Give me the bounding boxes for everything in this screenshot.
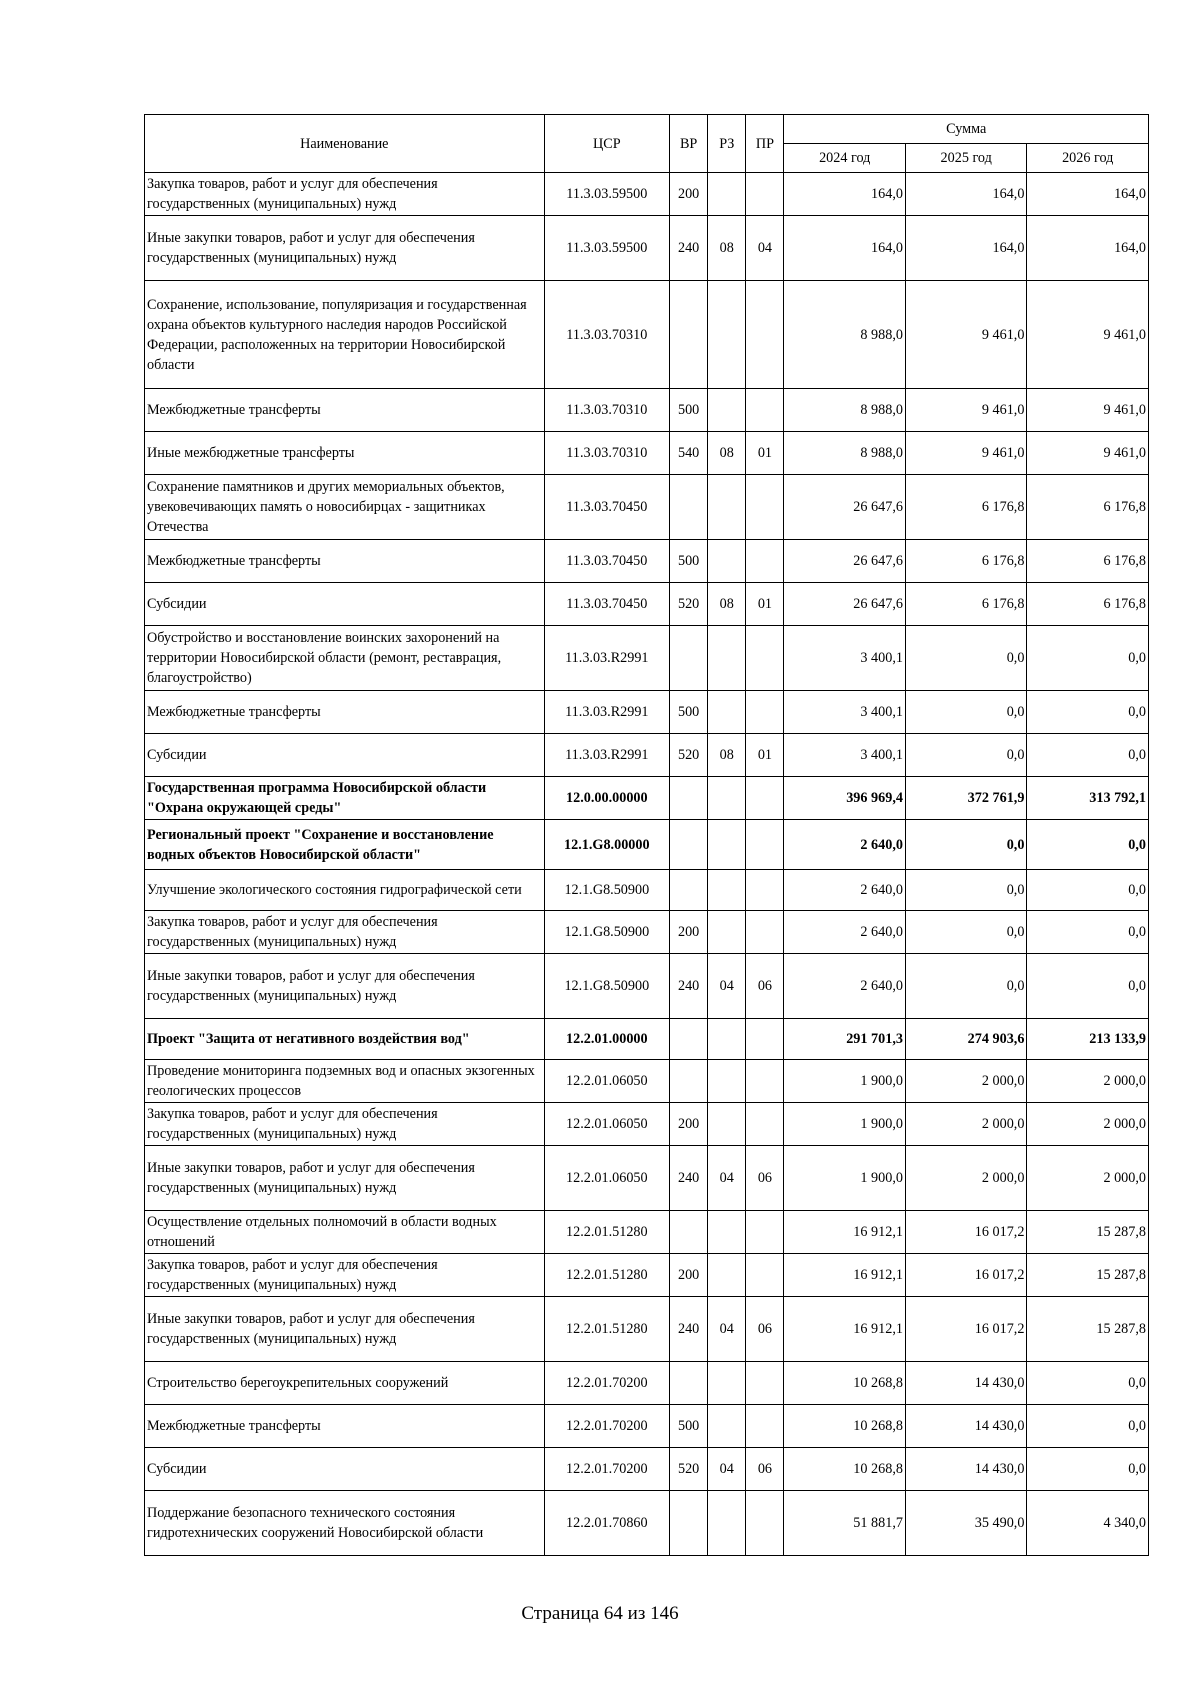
name-cell: Закупка товаров, работ и услуг для обеспечения государственных (муниципальных) нужд: [145, 911, 545, 954]
amount-2025-cell: 2 000,0: [905, 1146, 1026, 1211]
amount-2025-cell: 0,0: [905, 691, 1026, 734]
table-row: [145, 777, 1149, 820]
pr-cell: [746, 820, 784, 870]
rz-cell: [708, 1060, 746, 1103]
amount-2024-cell: 1 900,0: [784, 1146, 905, 1211]
csr-cell: 12.2.01.51280: [544, 1211, 669, 1254]
pr-cell: 06: [746, 1448, 784, 1491]
amount-2024-cell: 26 647,6: [784, 475, 905, 540]
name-cell: Иные закупки товаров, работ и услуг для обеспечения государственных (муниципальных) нужд: [145, 1297, 545, 1362]
amount-2025-cell: 14 430,0: [905, 1405, 1026, 1448]
csr-cell: 12.2.01.70200: [544, 1448, 669, 1491]
table-row: [145, 1491, 1149, 1556]
name-cell: Межбюджетные трансферты: [145, 389, 545, 432]
rz-cell: [708, 1362, 746, 1405]
pr-cell: 04: [746, 216, 784, 281]
table-row: [145, 691, 1149, 734]
pr-cell: 01: [746, 583, 784, 626]
table-row: [145, 475, 1149, 540]
amount-2024-cell: 8 988,0: [784, 432, 905, 475]
amount-2025-cell: 9 461,0: [905, 281, 1026, 389]
amount-2026-cell: 164,0: [1027, 216, 1149, 281]
amount-2026-cell: 213 133,9: [1027, 1019, 1149, 1060]
amount-2025-cell: 0,0: [905, 626, 1026, 691]
vr-cell: 520: [670, 1448, 708, 1491]
vr-cell: 520: [670, 583, 708, 626]
amount-2026-cell: 6 176,8: [1027, 583, 1149, 626]
amount-2026-cell: 9 461,0: [1027, 281, 1149, 389]
table-row: [145, 173, 1149, 216]
name-cell: Сохранение, использование, популяризация и государственная охрана объектов культурного наследия народов Российской Федерации, расположенных на территории Новосибирской области: [145, 281, 545, 389]
amount-2026-cell: 9 461,0: [1027, 389, 1149, 432]
amount-2025-cell: 372 761,9: [905, 777, 1026, 820]
header-csr: ЦСР: [544, 115, 669, 173]
rz-cell: [708, 1103, 746, 1146]
name-cell: Региональный проект "Сохранение и восстановление водных объектов Новосибирской области": [145, 820, 545, 870]
pr-cell: 06: [746, 1297, 784, 1362]
csr-cell: 12.2.01.00000: [544, 1019, 669, 1060]
amount-2024-cell: 3 400,1: [784, 734, 905, 777]
page-number: Страница 64 из 146: [521, 1603, 679, 1624]
rz-cell: [708, 777, 746, 820]
name-cell: Поддержание безопасного технического состояния гидротехнических сооружений Новосибирской области: [145, 1491, 545, 1556]
table-row: [145, 954, 1149, 1019]
csr-cell: 12.2.01.70200: [544, 1362, 669, 1405]
budget-table: [144, 114, 1149, 1556]
rz-cell: 08: [708, 583, 746, 626]
pr-cell: [746, 1103, 784, 1146]
vr-cell: [670, 1060, 708, 1103]
name-cell: Проект "Защита от негативного воздействия вод": [145, 1019, 545, 1060]
header-name: Наименование: [145, 115, 545, 173]
name-cell: Закупка товаров, работ и услуг для обеспечения государственных (муниципальных) нужд: [145, 173, 545, 216]
table-row: [145, 389, 1149, 432]
amount-2025-cell: 164,0: [905, 216, 1026, 281]
rz-cell: [708, 626, 746, 691]
amount-2025-cell: 6 176,8: [905, 540, 1026, 583]
csr-cell: 12.2.01.51280: [544, 1297, 669, 1362]
amount-2025-cell: 0,0: [905, 911, 1026, 954]
header-year-2024: 2024 год: [784, 144, 905, 173]
table-row: [145, 626, 1149, 691]
csr-cell: 11.3.03.R2991: [544, 691, 669, 734]
csr-cell: 11.3.03.70450: [544, 540, 669, 583]
amount-2026-cell: 0,0: [1027, 1448, 1149, 1491]
vr-cell: [670, 281, 708, 389]
amount-2026-cell: 2 000,0: [1027, 1103, 1149, 1146]
name-cell: Межбюджетные трансферты: [145, 691, 545, 734]
name-cell: Закупка товаров, работ и услуг для обеспечения государственных (муниципальных) нужд: [145, 1103, 545, 1146]
amount-2024-cell: 2 640,0: [784, 820, 905, 870]
vr-cell: 240: [670, 1146, 708, 1211]
csr-cell: 11.3.03.R2991: [544, 626, 669, 691]
pr-cell: [746, 1362, 784, 1405]
table-row: [145, 540, 1149, 583]
csr-cell: 11.3.03.70310: [544, 281, 669, 389]
vr-cell: 200: [670, 173, 708, 216]
table-row: [145, 1405, 1149, 1448]
name-cell: Сохранение памятников и других мемориальных объектов, увековечивающих память о новосибирцах - защитниках Отечества: [145, 475, 545, 540]
csr-cell: 11.3.03.70310: [544, 389, 669, 432]
amount-2025-cell: 9 461,0: [905, 432, 1026, 475]
pr-cell: [746, 691, 784, 734]
amount-2024-cell: 164,0: [784, 173, 905, 216]
csr-cell: 12.2.01.06050: [544, 1103, 669, 1146]
amount-2024-cell: 16 912,1: [784, 1211, 905, 1254]
amount-2025-cell: 0,0: [905, 870, 1026, 911]
pr-cell: [746, 173, 784, 216]
amount-2025-cell: 14 430,0: [905, 1448, 1026, 1491]
amount-2026-cell: 0,0: [1027, 734, 1149, 777]
header-year-2026: 2026 год: [1027, 144, 1149, 173]
rz-cell: [708, 173, 746, 216]
header-sum: Сумма: [784, 115, 1149, 144]
rz-cell: [708, 475, 746, 540]
csr-cell: 12.2.01.70200: [544, 1405, 669, 1448]
amount-2025-cell: 0,0: [905, 954, 1026, 1019]
name-cell: Иные закупки товаров, работ и услуг для обеспечения государственных (муниципальных) нужд: [145, 954, 545, 1019]
pr-cell: [746, 1019, 784, 1060]
csr-cell: 12.1.G8.50900: [544, 911, 669, 954]
vr-cell: 500: [670, 1405, 708, 1448]
rz-cell: [708, 389, 746, 432]
rz-cell: [708, 870, 746, 911]
pr-cell: [746, 1405, 784, 1448]
amount-2024-cell: 16 912,1: [784, 1297, 905, 1362]
rz-cell: [708, 1019, 746, 1060]
amount-2026-cell: 0,0: [1027, 820, 1149, 870]
amount-2025-cell: 16 017,2: [905, 1297, 1026, 1362]
csr-cell: 11.3.03.59500: [544, 173, 669, 216]
rz-cell: 04: [708, 1146, 746, 1211]
amount-2026-cell: 15 287,8: [1027, 1254, 1149, 1297]
amount-2025-cell: 9 461,0: [905, 389, 1026, 432]
name-cell: Обустройство и восстановление воинских захоронений на территории Новосибирской области (ремонт, реставрация, благоустройство): [145, 626, 545, 691]
vr-cell: 240: [670, 1297, 708, 1362]
pr-cell: [746, 1254, 784, 1297]
name-cell: Субсидии: [145, 1448, 545, 1491]
table-row: [145, 1297, 1149, 1362]
amount-2024-cell: 1 900,0: [784, 1060, 905, 1103]
header-year-2025: 2025 год: [905, 144, 1026, 173]
table-row: [145, 734, 1149, 777]
csr-cell: 12.2.01.06050: [544, 1060, 669, 1103]
pr-cell: [746, 1491, 784, 1556]
vr-cell: 240: [670, 216, 708, 281]
vr-cell: [670, 626, 708, 691]
rz-cell: [708, 281, 746, 389]
rz-cell: 08: [708, 432, 746, 475]
vr-cell: [670, 1362, 708, 1405]
rz-cell: 04: [708, 1297, 746, 1362]
amount-2024-cell: 16 912,1: [784, 1254, 905, 1297]
rz-cell: [708, 911, 746, 954]
amount-2026-cell: 313 792,1: [1027, 777, 1149, 820]
vr-cell: [670, 475, 708, 540]
amount-2026-cell: 6 176,8: [1027, 475, 1149, 540]
amount-2024-cell: 3 400,1: [784, 691, 905, 734]
amount-2026-cell: 0,0: [1027, 911, 1149, 954]
rz-cell: 04: [708, 954, 746, 1019]
amount-2024-cell: 26 647,6: [784, 540, 905, 583]
name-cell: Субсидии: [145, 583, 545, 626]
vr-cell: 200: [670, 1103, 708, 1146]
table-row: [145, 1362, 1149, 1405]
vr-cell: [670, 1211, 708, 1254]
amount-2026-cell: 9 461,0: [1027, 432, 1149, 475]
vr-cell: 500: [670, 540, 708, 583]
table-row: [145, 1060, 1149, 1103]
pr-cell: 01: [746, 734, 784, 777]
table-row: [145, 1019, 1149, 1060]
amount-2026-cell: 0,0: [1027, 1362, 1149, 1405]
csr-cell: 12.1.G8.00000: [544, 820, 669, 870]
csr-cell: 12.1.G8.50900: [544, 870, 669, 911]
name-cell: Иные закупки товаров, работ и услуг для обеспечения государственных (муниципальных) нужд: [145, 216, 545, 281]
name-cell: Улучшение экологического состояния гидрографической сети: [145, 870, 545, 911]
name-cell: Субсидии: [145, 734, 545, 777]
amount-2026-cell: 2 000,0: [1027, 1060, 1149, 1103]
amount-2025-cell: 2 000,0: [905, 1060, 1026, 1103]
table-row: [145, 432, 1149, 475]
rz-cell: [708, 1491, 746, 1556]
amount-2024-cell: 3 400,1: [784, 626, 905, 691]
vr-cell: [670, 870, 708, 911]
amount-2025-cell: 16 017,2: [905, 1211, 1026, 1254]
vr-cell: 500: [670, 389, 708, 432]
amount-2024-cell: 2 640,0: [784, 870, 905, 911]
name-cell: Строительство берегоукрепительных сооружений: [145, 1362, 545, 1405]
table-row: [145, 1254, 1149, 1297]
amount-2026-cell: 0,0: [1027, 954, 1149, 1019]
vr-cell: 520: [670, 734, 708, 777]
table-row: [145, 1146, 1149, 1211]
amount-2024-cell: 2 640,0: [784, 954, 905, 1019]
amount-2026-cell: 6 176,8: [1027, 540, 1149, 583]
amount-2024-cell: 10 268,8: [784, 1362, 905, 1405]
rz-cell: 08: [708, 734, 746, 777]
pr-cell: [746, 870, 784, 911]
rz-cell: 08: [708, 216, 746, 281]
csr-cell: 11.3.03.R2991: [544, 734, 669, 777]
rz-cell: 04: [708, 1448, 746, 1491]
rz-cell: [708, 1211, 746, 1254]
table-header: [145, 115, 1149, 173]
amount-2026-cell: 0,0: [1027, 870, 1149, 911]
amount-2025-cell: 6 176,8: [905, 475, 1026, 540]
amount-2024-cell: 26 647,6: [784, 583, 905, 626]
table-row: [145, 281, 1149, 389]
amount-2026-cell: 15 287,8: [1027, 1211, 1149, 1254]
vr-cell: [670, 1019, 708, 1060]
csr-cell: 12.1.G8.50900: [544, 954, 669, 1019]
vr-cell: [670, 820, 708, 870]
rz-cell: [708, 1405, 746, 1448]
rz-cell: [708, 1254, 746, 1297]
name-cell: Осуществление отдельных полномочий в области водных отношений: [145, 1211, 545, 1254]
name-cell: Межбюджетные трансферты: [145, 1405, 545, 1448]
table-body: [145, 173, 1149, 1556]
amount-2025-cell: 274 903,6: [905, 1019, 1026, 1060]
amount-2024-cell: 8 988,0: [784, 389, 905, 432]
amount-2024-cell: 396 969,4: [784, 777, 905, 820]
pr-cell: 06: [746, 954, 784, 1019]
name-cell: Иные закупки товаров, работ и услуг для обеспечения государственных (муниципальных) нужд: [145, 1146, 545, 1211]
amount-2026-cell: 0,0: [1027, 691, 1149, 734]
header-vr: ВР: [670, 115, 708, 173]
pr-cell: [746, 1211, 784, 1254]
amount-2025-cell: 0,0: [905, 734, 1026, 777]
pr-cell: [746, 540, 784, 583]
vr-cell: [670, 777, 708, 820]
header-pr: ПР: [746, 115, 784, 173]
amount-2026-cell: 164,0: [1027, 173, 1149, 216]
amount-2024-cell: 10 268,8: [784, 1405, 905, 1448]
amount-2025-cell: 164,0: [905, 173, 1026, 216]
name-cell: Закупка товаров, работ и услуг для обеспечения государственных (муниципальных) нужд: [145, 1254, 545, 1297]
pr-cell: [746, 389, 784, 432]
table-row: [145, 870, 1149, 911]
table-row: [145, 1103, 1149, 1146]
amount-2025-cell: 16 017,2: [905, 1254, 1026, 1297]
vr-cell: 200: [670, 1254, 708, 1297]
vr-cell: 500: [670, 691, 708, 734]
name-cell: Межбюджетные трансферты: [145, 540, 545, 583]
amount-2026-cell: 15 287,8: [1027, 1297, 1149, 1362]
amount-2024-cell: 291 701,3: [784, 1019, 905, 1060]
table-row: [145, 1448, 1149, 1491]
vr-cell: 540: [670, 432, 708, 475]
amount-2025-cell: 2 000,0: [905, 1103, 1026, 1146]
amount-2025-cell: 14 430,0: [905, 1362, 1026, 1405]
vr-cell: 200: [670, 911, 708, 954]
csr-cell: 12.2.01.70860: [544, 1491, 669, 1556]
csr-cell: 11.3.03.70450: [544, 583, 669, 626]
csr-cell: 12.2.01.51280: [544, 1254, 669, 1297]
amount-2024-cell: 10 268,8: [784, 1448, 905, 1491]
pr-cell: [746, 1060, 784, 1103]
vr-cell: [670, 1491, 708, 1556]
pr-cell: [746, 777, 784, 820]
name-cell: Проведение мониторинга подземных вод и опасных экзогенных геологических процессов: [145, 1060, 545, 1103]
pr-cell: [746, 911, 784, 954]
pr-cell: [746, 281, 784, 389]
amount-2026-cell: 2 000,0: [1027, 1146, 1149, 1211]
csr-cell: 11.3.03.70450: [544, 475, 669, 540]
csr-cell: 11.3.03.59500: [544, 216, 669, 281]
pr-cell: 06: [746, 1146, 784, 1211]
table-row: [145, 583, 1149, 626]
amount-2024-cell: 51 881,7: [784, 1491, 905, 1556]
rz-cell: [708, 540, 746, 583]
amount-2026-cell: 0,0: [1027, 1405, 1149, 1448]
rz-cell: [708, 691, 746, 734]
amount-2025-cell: 0,0: [905, 820, 1026, 870]
table-row: [145, 1211, 1149, 1254]
pr-cell: [746, 626, 784, 691]
csr-cell: 12.0.00.00000: [544, 777, 669, 820]
pr-cell: 01: [746, 432, 784, 475]
amount-2024-cell: 2 640,0: [784, 911, 905, 954]
amount-2024-cell: 164,0: [784, 216, 905, 281]
amount-2024-cell: 1 900,0: [784, 1103, 905, 1146]
vr-cell: 240: [670, 954, 708, 1019]
pr-cell: [746, 475, 784, 540]
table-row: [145, 911, 1149, 954]
amount-2025-cell: 6 176,8: [905, 583, 1026, 626]
name-cell: Иные межбюджетные трансферты: [145, 432, 545, 475]
rz-cell: [708, 820, 746, 870]
csr-cell: 12.2.01.06050: [544, 1146, 669, 1211]
table-row: [145, 820, 1149, 870]
header-rz: РЗ: [708, 115, 746, 173]
amount-2025-cell: 35 490,0: [905, 1491, 1026, 1556]
csr-cell: 11.3.03.70310: [544, 432, 669, 475]
amount-2026-cell: 0,0: [1027, 626, 1149, 691]
table-row: [145, 216, 1149, 281]
amount-2024-cell: 8 988,0: [784, 281, 905, 389]
amount-2026-cell: 4 340,0: [1027, 1491, 1149, 1556]
name-cell: Государственная программа Новосибирской области "Охрана окружающей среды": [145, 777, 545, 820]
